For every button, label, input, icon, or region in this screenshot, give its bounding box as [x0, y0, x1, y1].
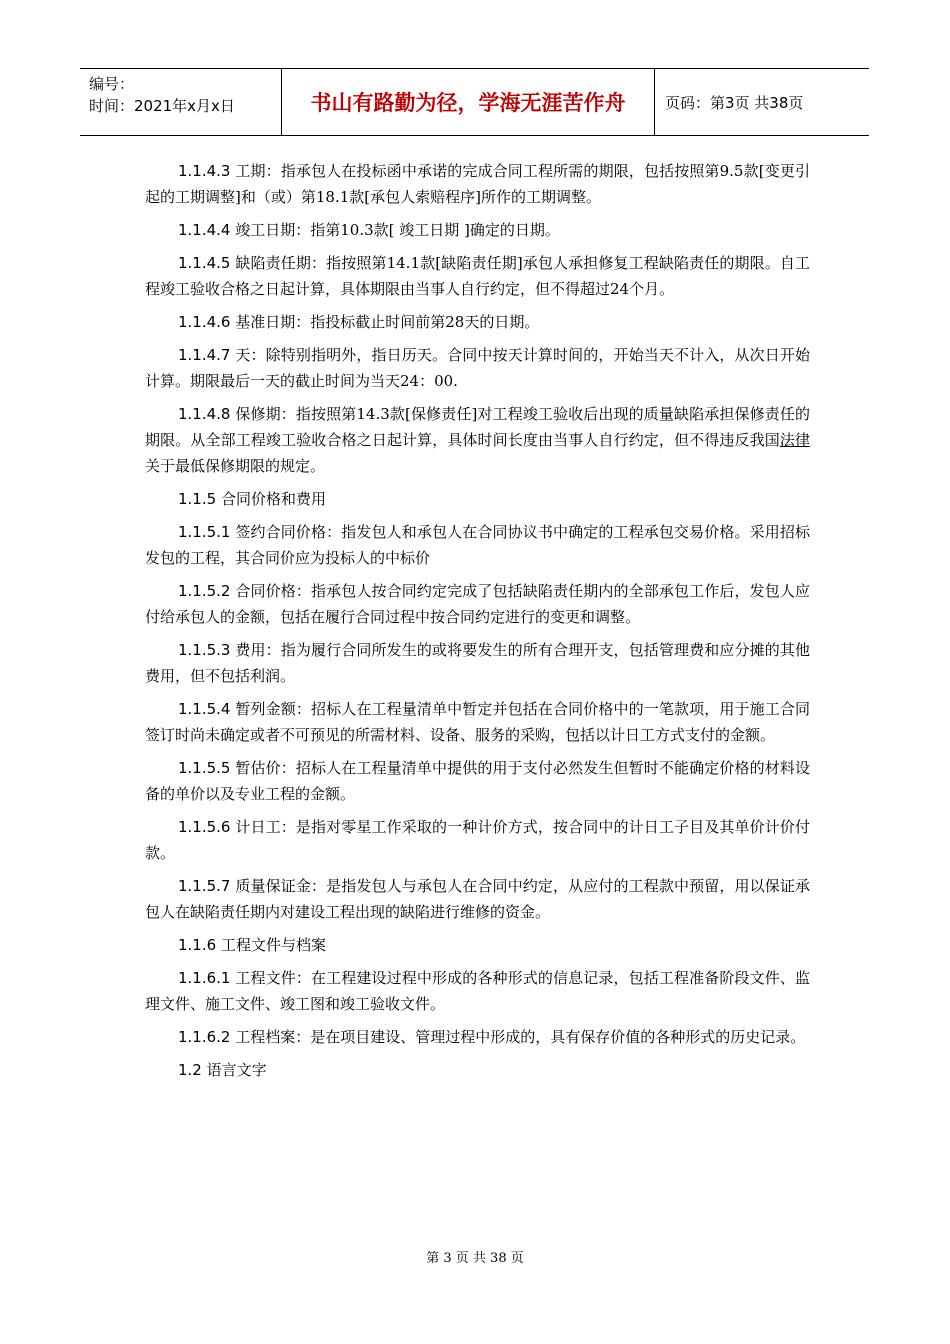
paragraph: 1.1.5.7 质量保证金：是指发包人与承包人在合同中约定，从应付的工程款中预留，用以保证承包人在缺陷责任期内对建设工程出现的缺陷进行维修的资金。 [145, 877, 810, 921]
paragraph: 1.1.5.2 合同价格：指承包人按合同约定完成了包括缺陷责任期内的全部承包工作后，发包人应付给承包人的金额，包括在履行合同过程中按合同约定进行的变更和调整。 [145, 582, 810, 626]
section-heading: 1.2 语言文字 [178, 1061, 267, 1079]
paragraph: 1.1.4.4 竣工日期：指第10.3款[ 竣工日期 ]确定的日期。 [178, 221, 560, 239]
paragraph: 1.1.5.5 暂估价：招标人在工程量清单中提供的用于支付必然发生但暂时不能确定价格的材料设备的单价以及专业工程的金额。 [145, 759, 810, 803]
paragraph: 1.1.4.7 天：除特别指明外，指日历天。合同中按天计算时间的，开始当天不计入，从次日开始计算。期限最后一天的截止时间为当天24：00. [145, 346, 810, 390]
code-label: 编号： [89, 75, 135, 93]
header-page-info: 页码：第3页 共38页 [665, 93, 804, 112]
paragraph: 1.1.4.6 基准日期：指投标截止时间前第28天的日期。 [178, 313, 540, 331]
paragraph: 1.1.5.1 签约合同价格：指发包人和承包人在合同协议书中确定的工程承包交易价格。采用招标发包的工程，其合同价应为投标人的中标价 [145, 523, 810, 567]
paragraph: 1.1.4.8 保修期：指按照第14.3款[保修责任]对工程竣工验收后出现的质量缺陷承担保修责任的期限。从全部工程竣工验收合格之日起计算，具体时间长度由当事人自行约定，但不得违反我国法律关于最低保修期限的规定。 [145, 405, 810, 475]
paragraph: 1.1.5.4 暂列金额：招标人在工程量清单中暂定并包括在合同价格中的一笔款项，用于施工合同签订时尚未确定或者不可预见的所需材料、设备、服务的采购，包括以计日工方式支付的金额。 [145, 700, 810, 744]
page-header [80, 68, 869, 136]
header-meta [80, 69, 282, 135]
section-heading: 1.1.5 合同价格和费用 [178, 490, 326, 508]
paragraph: 1.1.4.5 缺陷责任期：指按照第14.1款[缺陷责任期]承包人承担修复工程缺陷责任的期限。自工程竣工验收合格之日起计算，具体期限由当事人自行约定，但不得超过24个月。 [145, 254, 810, 298]
paragraph: 1.1.6.2 工程档案：是在项目建设、管理过程中形成的，具有保存价值的各种形式的历史记录。 [178, 1028, 806, 1046]
document-body [145, 158, 810, 1090]
paragraph: 1.1.5.6 计日工：是指对零星工作采取的一种计价方式，按合同中的计日工子目及其单价计价付款。 [145, 818, 810, 862]
paragraph: 1.1.4.3 工期：指承包人在投标函中承诺的完成合同工程所需的期限，包括按照第9.5款[变更引起的工期调整]和（或）第18.1款[承包人索赔程序]所作的工期调整。 [145, 162, 810, 206]
time-label: 时间：2021年x月x日 [89, 97, 235, 115]
header-motto: 书山有路勤为径，学海无涯苦作舟 [282, 69, 655, 135]
paragraph: 1.1.6.1 工程文件：在工程建设过程中形成的各种形式的信息记录，包括工程准备阶段文件、监理文件、施工文件、竣工图和竣工验收文件。 [145, 969, 810, 1013]
section-heading: 1.1.6 工程文件与档案 [178, 936, 326, 954]
paragraph: 1.1.5.3 费用：指为履行合同所发生的或将要发生的所有合理开支，包括管理费和应分摊的其他费用，但不包括利润。 [145, 641, 810, 685]
page-footer: 第 3 页 共 38 页 [426, 1251, 524, 1266]
law-link[interactable]: 法律 [779, 431, 810, 449]
